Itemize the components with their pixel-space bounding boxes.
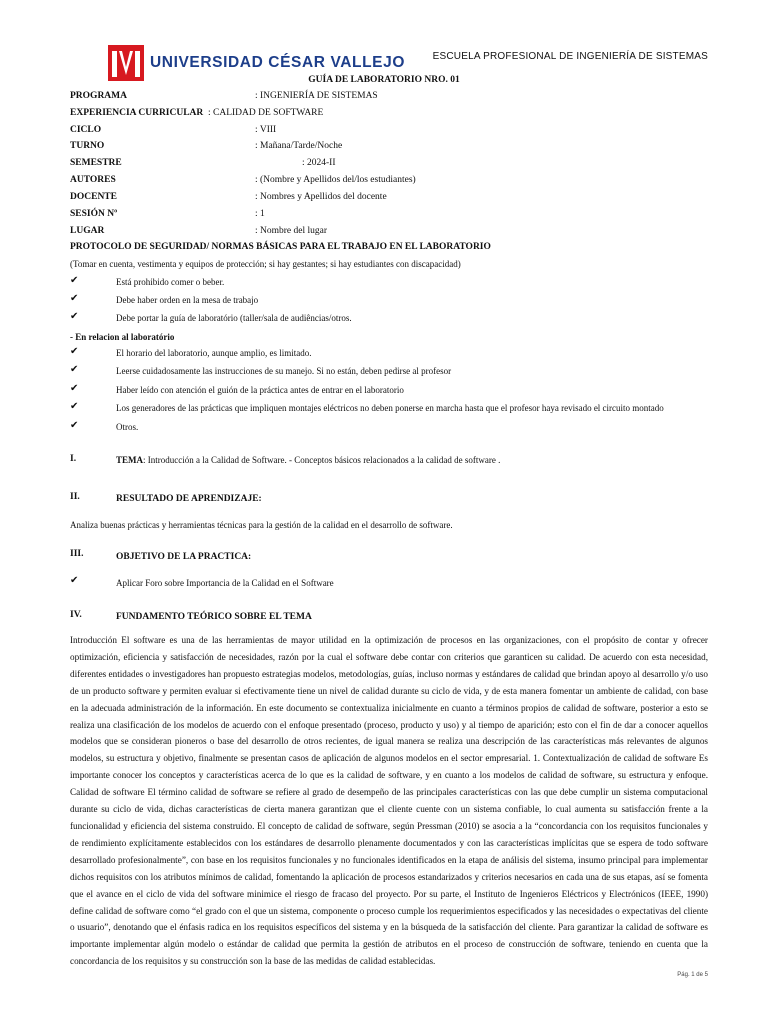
check-icon: ✔ (70, 275, 79, 286)
tema-label: TEMA (116, 455, 143, 465)
guide-title: GUÍA DE LABORATORIO NRO. 01 (308, 75, 460, 85)
page-number: Pág. 1 de 5 (677, 972, 708, 978)
check-icon: ✔ (70, 364, 79, 375)
field-label-ciclo: CICLO (70, 125, 102, 135)
check-icon: ✔ (70, 575, 79, 586)
check-icon: ✔ (70, 293, 79, 304)
lab-item: El horario del laboratorio, aunque amplio, es limitado. (116, 348, 312, 358)
protocol-item: Está prohibido comer o beber. (116, 277, 225, 287)
field-label-lugar: LUGAR (70, 226, 105, 236)
field-value-experiencia: : CALIDAD DE SOFTWARE (208, 108, 324, 118)
section-title-objetivo: OBJETIVO DE LA PRACTICA: (116, 552, 252, 562)
protocol-note: (Tomar en cuenta, vestimenta y equipos de protección; si hay gestantes; si hay estudiantes con discapacidad) (70, 259, 461, 269)
field-value-programa: : INGENIERÍA DE SISTEMAS (255, 91, 378, 101)
check-icon: ✔ (70, 346, 79, 357)
section-title-fundamento: FUNDAMENTO TEÓRICO SOBRE EL TEMA (116, 612, 312, 622)
field-value-autores: : (Nombre y Apellidos del/los estudiantes) (255, 175, 416, 185)
field-value-semestre: : 2024-II (302, 158, 336, 168)
check-icon: ✔ (70, 383, 79, 394)
field-value-sesion: : 1 (255, 209, 265, 219)
field-value-turno: : Mañana/Tarde/Noche (255, 141, 343, 151)
protocol-item: Debe portar la guía de laboratório (taller/sala de audiências/otros. (116, 313, 352, 323)
check-icon: ✔ (70, 311, 79, 322)
check-icon: ✔ (70, 401, 79, 412)
lab-item: Leerse cuidadosamente las instrucciones de su manejo. Si no están, deben pedirse al profesor (116, 366, 452, 376)
field-value-docente: : Nombres y Apellidos del docente (255, 192, 387, 202)
protocol-item: Debe haber orden en la mesa de trabajo (116, 295, 259, 305)
lab-item: Los generadores de las prácticas que impliquen montajes eléctricos no deben ponerse en marcha hasta que el profesor haya revisado el circuito montado (116, 403, 664, 413)
check-icon: ✔ (70, 420, 79, 431)
section-number: II. (70, 492, 80, 502)
field-label-programa: PROGRAMA (70, 91, 127, 101)
resultado-text: Analiza buenas prácticas y herramientas técnicas para la gestión de la calidad en el desarrollo de software. (70, 520, 453, 530)
lab-item: Haber leído con atención el guión de la práctica antes de entrar en el laboratorio (116, 385, 404, 395)
objetivo-item: Aplicar Foro sobre Importancia de la Calidad en el Software (116, 578, 334, 588)
lab-item: Otros. (116, 422, 139, 432)
section-number: I. (70, 454, 77, 464)
field-label-docente: DOCENTE (70, 192, 117, 202)
field-label-sesion: SESIÓN Nº (70, 209, 118, 219)
section-number: III. (70, 549, 84, 559)
section-title-resultado: RESULTADO DE APRENDIZAJE: (116, 494, 262, 504)
lab-heading: - En relacion al laboratório (70, 332, 175, 342)
field-label-autores: AUTORES (70, 175, 116, 185)
field-label-semestre: SEMESTRE (70, 158, 122, 168)
protocol-title: PROTOCOLO DE SEGURIDAD/ NORMAS BÁSICAS PARA EL TRABAJO EN EL LABORATORIO (70, 242, 491, 252)
field-label-experiencia: EXPERIENCIA CURRICULAR (70, 108, 204, 118)
field-value-ciclo: : VIII (255, 125, 277, 135)
logo-text: UNIVERSIDAD CÉSAR VALLEJO (150, 54, 405, 71)
field-value-lugar: : Nombre del lugar (255, 226, 328, 236)
section-tema (116, 455, 500, 465)
field-label-turno: TURNO (70, 141, 105, 151)
school-name: ESCUELA PROFESIONAL DE INGENIERÍA DE SISTEMAS (432, 51, 708, 62)
section-number: IV. (70, 610, 82, 620)
fundamento-paragraph: Introducción El software es una de las herramientas de mayor utilidad en la optimización de procesos en las organizaciones, con el propósito de contar y ofrecer optimización, eficiencia y satisfacción de necesidades, razón por la cual el software debe contar con criterios que garanticen su calidad. De acuerdo con esta necesidad, diferentes entidades o investigadores han propuesto estrategias modelos, metodologías, guías, incluso normas y estándares de calidad que brindan apoyo al desarrollo y/o uso de un producto software y permiten evaluar si efectivamente tiene un nivel de calidad durante su ciclo de vida, y de esta manera fomentar un ambiente de calidad, con base en la adecuada administración de la información. En este documento se contextualiza inicialmente en cuanto a términos propios de calidad de software, posterior a esto se realiza una clasificación de los modelos de acuerdo con el enfoque presentado (proceso, producto y uso) y al tiempo de aparición; esto con el fin de dar a conocer aquellos modelos que se consideran pioneros o base del desarrollo de otros recientes, de igual manera se realiza una descripción de las características más relevantes de algunos modelos, su estructura y objetivo, finalmente se presentan casos de aplicación de algunos modelos en el sector empresarial. 1. Contextualización de calidad de software Es importante conocer los conceptos y características acerca de lo que es la calidad de software, y en cuanto a los modelos de calidad de software, su estructura y enfoque. Calidad de software El término calidad de software se refiere al grado de desempeño de las principales características con las que debe cumplir un sistema computacional durante su ciclo de vida, dichas características de cierta manera garantizan que el cliente cuente con un sistema confiable, lo cual aumenta su satisfacción frente a la funcionalidad y eficiencia del sistema construido. El concepto de calidad de software, según Pressman (2010) se asocia a la “concordancia con los requisitos funcionales y de rendimiento explícitamente establecidos con los estándares de desarrollo plenamente documentados y con las características implícitas que se espera de todo software desarrollado profesionalmente”, con base en los requisitos funcionales y no funcionales identificados en la etapa de análisis del sistema, insumo principal para implementar dichos requisitos con los atributos mínimos de calidad, fomentando la aplicación de procesos estandarizados y criterios necesarios en cada una de sus etapas, así se fomenta que el avance en el ciclo de vida del software minimice el riesgo de fracaso del proyecto. Por su parte, el Instituto de Ingenieros Eléctricos y Electrónicos (IEEE, 1990) define calidad de software como “el grado con el que un sistema, componente o proceso cumple los requerimientos especificados y las necesidades o expectativas del cliente o usuario”, denotando que el énfasis radica en los requisitos específicos del sistema y en la búsqueda de la satisfacción del cliente. Para garantizar la calidad de software es importante implementar algún modelo o estándar de calidad que permita la gestión de atributos en el proceso de construcción de software, teniendo en cuenta que la concordancia de los requisitos y su construcción son la base de las medidas de calidad establecidas. (70, 635, 708, 967)
tema-text: : Introducción a la Calidad de Software. - Conceptos básicos relacionados a la calidad de software . (143, 455, 501, 465)
